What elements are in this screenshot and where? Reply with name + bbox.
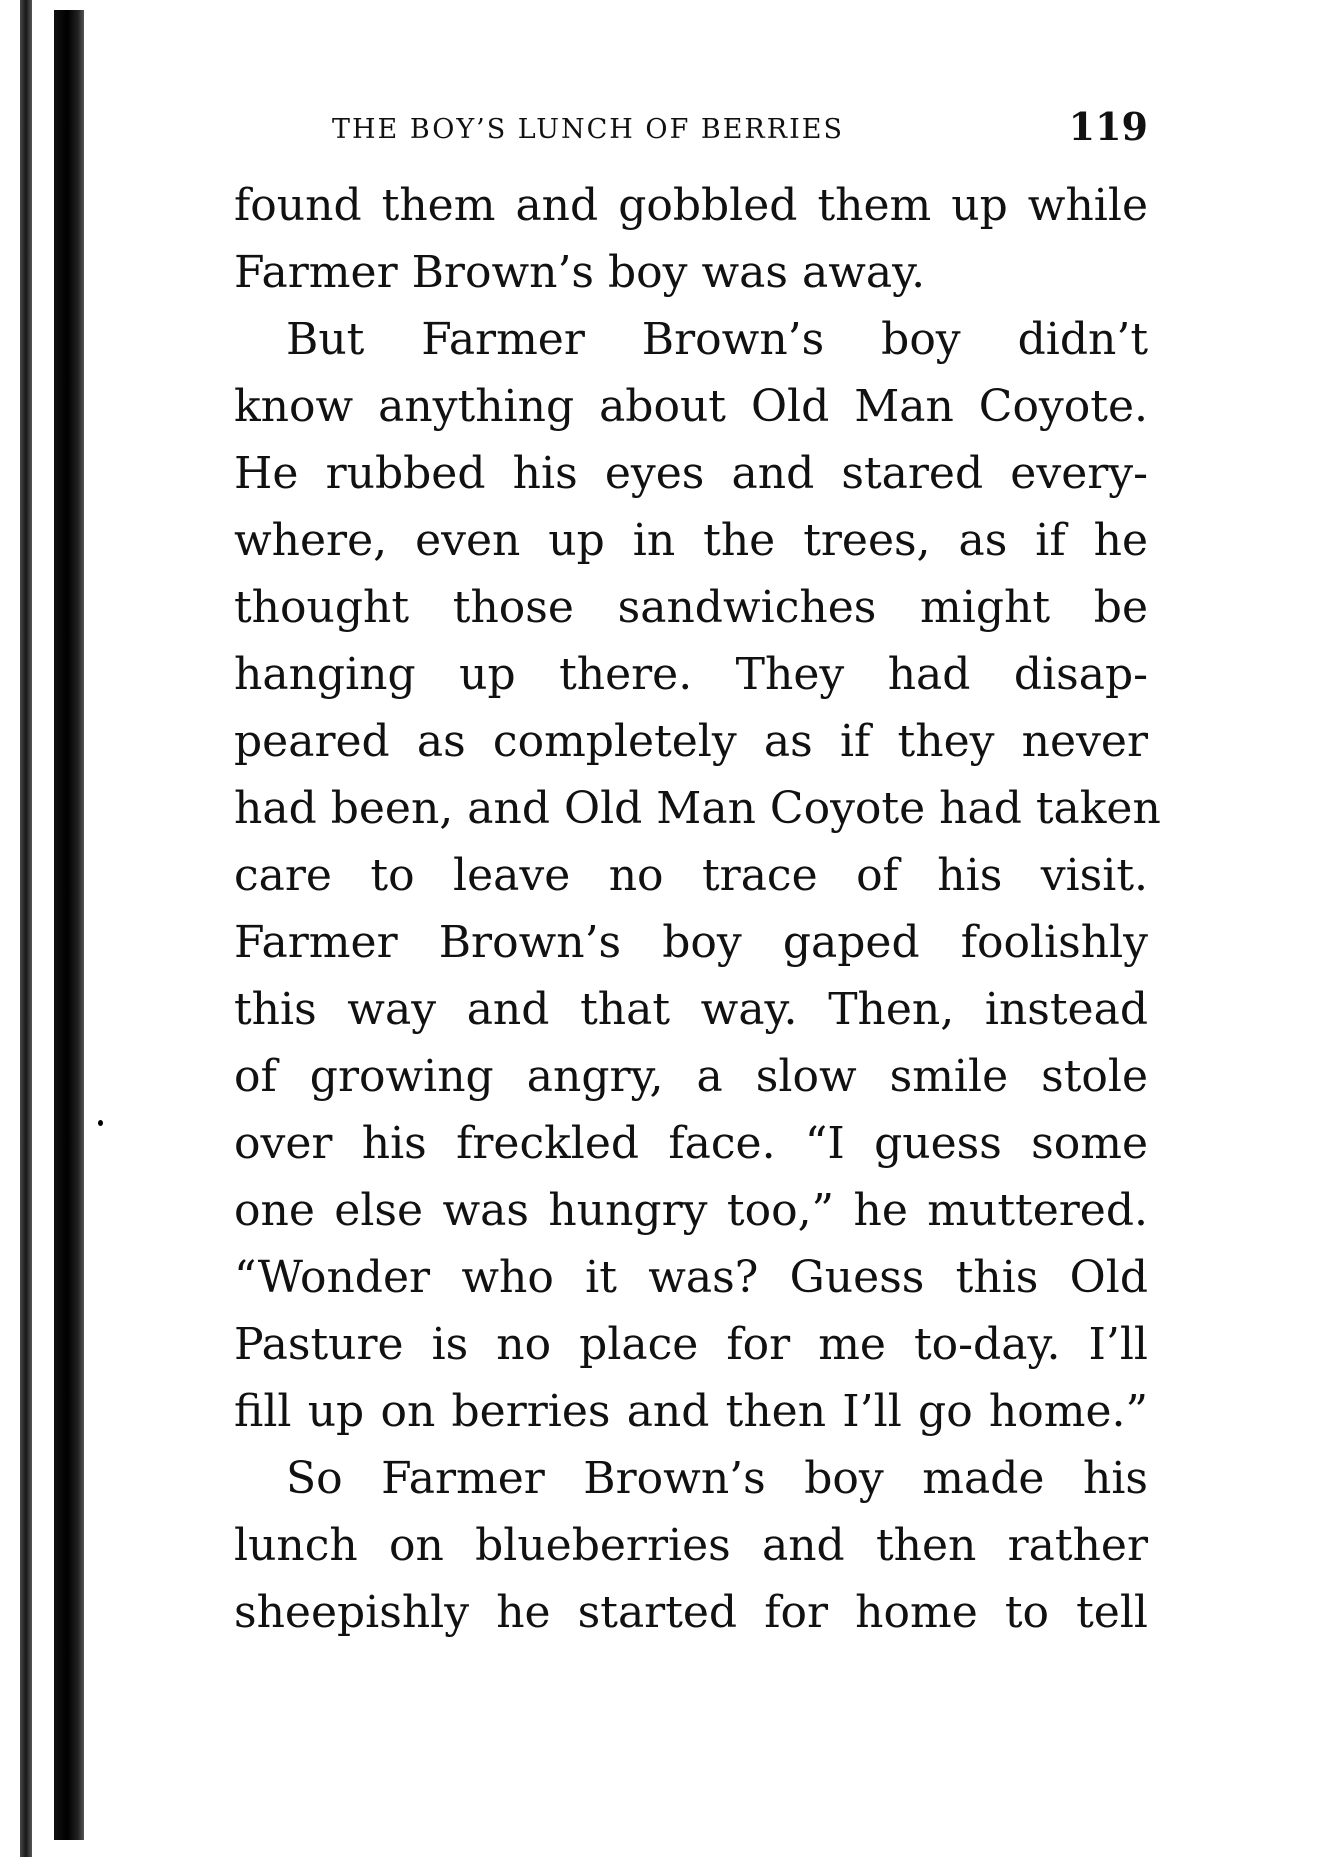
text-line: sheepishly he started for home to tell xyxy=(234,1587,1148,1638)
text-line: where, even up in the trees, as if he xyxy=(234,515,1148,566)
text-line: over his freckled face. “I guess some xyxy=(234,1118,1148,1169)
text-line: lunch on blueberries and then rather xyxy=(234,1520,1148,1571)
text-line: hanging up there. They had disap- xyxy=(234,649,1148,700)
text-line: know anything about Old Man Coyote. xyxy=(234,381,1148,432)
binding-edge-main xyxy=(54,10,84,1840)
text-line: of growing angry, a slow smile stole xyxy=(234,1051,1148,1102)
text-line: this way and that way. Then, instead xyxy=(234,984,1148,1035)
text-line: one else was hungry too,” he muttered. xyxy=(234,1185,1148,1236)
binding-edge-thin xyxy=(20,0,32,1857)
page-number: 119 xyxy=(1068,104,1148,149)
text-line: So Farmer Brown’s boy made his xyxy=(286,1453,1148,1504)
text-line: thought those sandwiches might be xyxy=(234,582,1148,633)
text-line: peared as completely as if they never xyxy=(234,716,1148,767)
running-header xyxy=(332,100,1148,160)
text-line: found them and gobbled them up while xyxy=(234,180,1148,231)
text-line: fill up on berries and then I’ll go home.” xyxy=(234,1386,1148,1437)
text-line: “Wonder who it was? Guess this Old xyxy=(234,1252,1148,1303)
scan-speck xyxy=(98,1120,103,1126)
text-line: Farmer Brown’s boy was away. xyxy=(234,247,926,298)
text-line: Farmer Brown’s boy gaped foolishly xyxy=(234,917,1148,968)
binding-shadow xyxy=(14,0,84,1857)
text-line: But Farmer Brown’s boy didn’t xyxy=(286,314,1148,365)
body-text xyxy=(234,172,1161,1646)
running-title: THE BOY’S LUNCH OF BERRIES xyxy=(332,114,844,145)
text-line: had been, and Old Man Coyote had taken xyxy=(234,783,1161,834)
text-line: care to leave no trace of his visit. xyxy=(234,850,1148,901)
text-line: Pasture is no place for me to-day. I’ll xyxy=(234,1319,1148,1370)
text-line: He rubbed his eyes and stared every- xyxy=(234,448,1148,499)
